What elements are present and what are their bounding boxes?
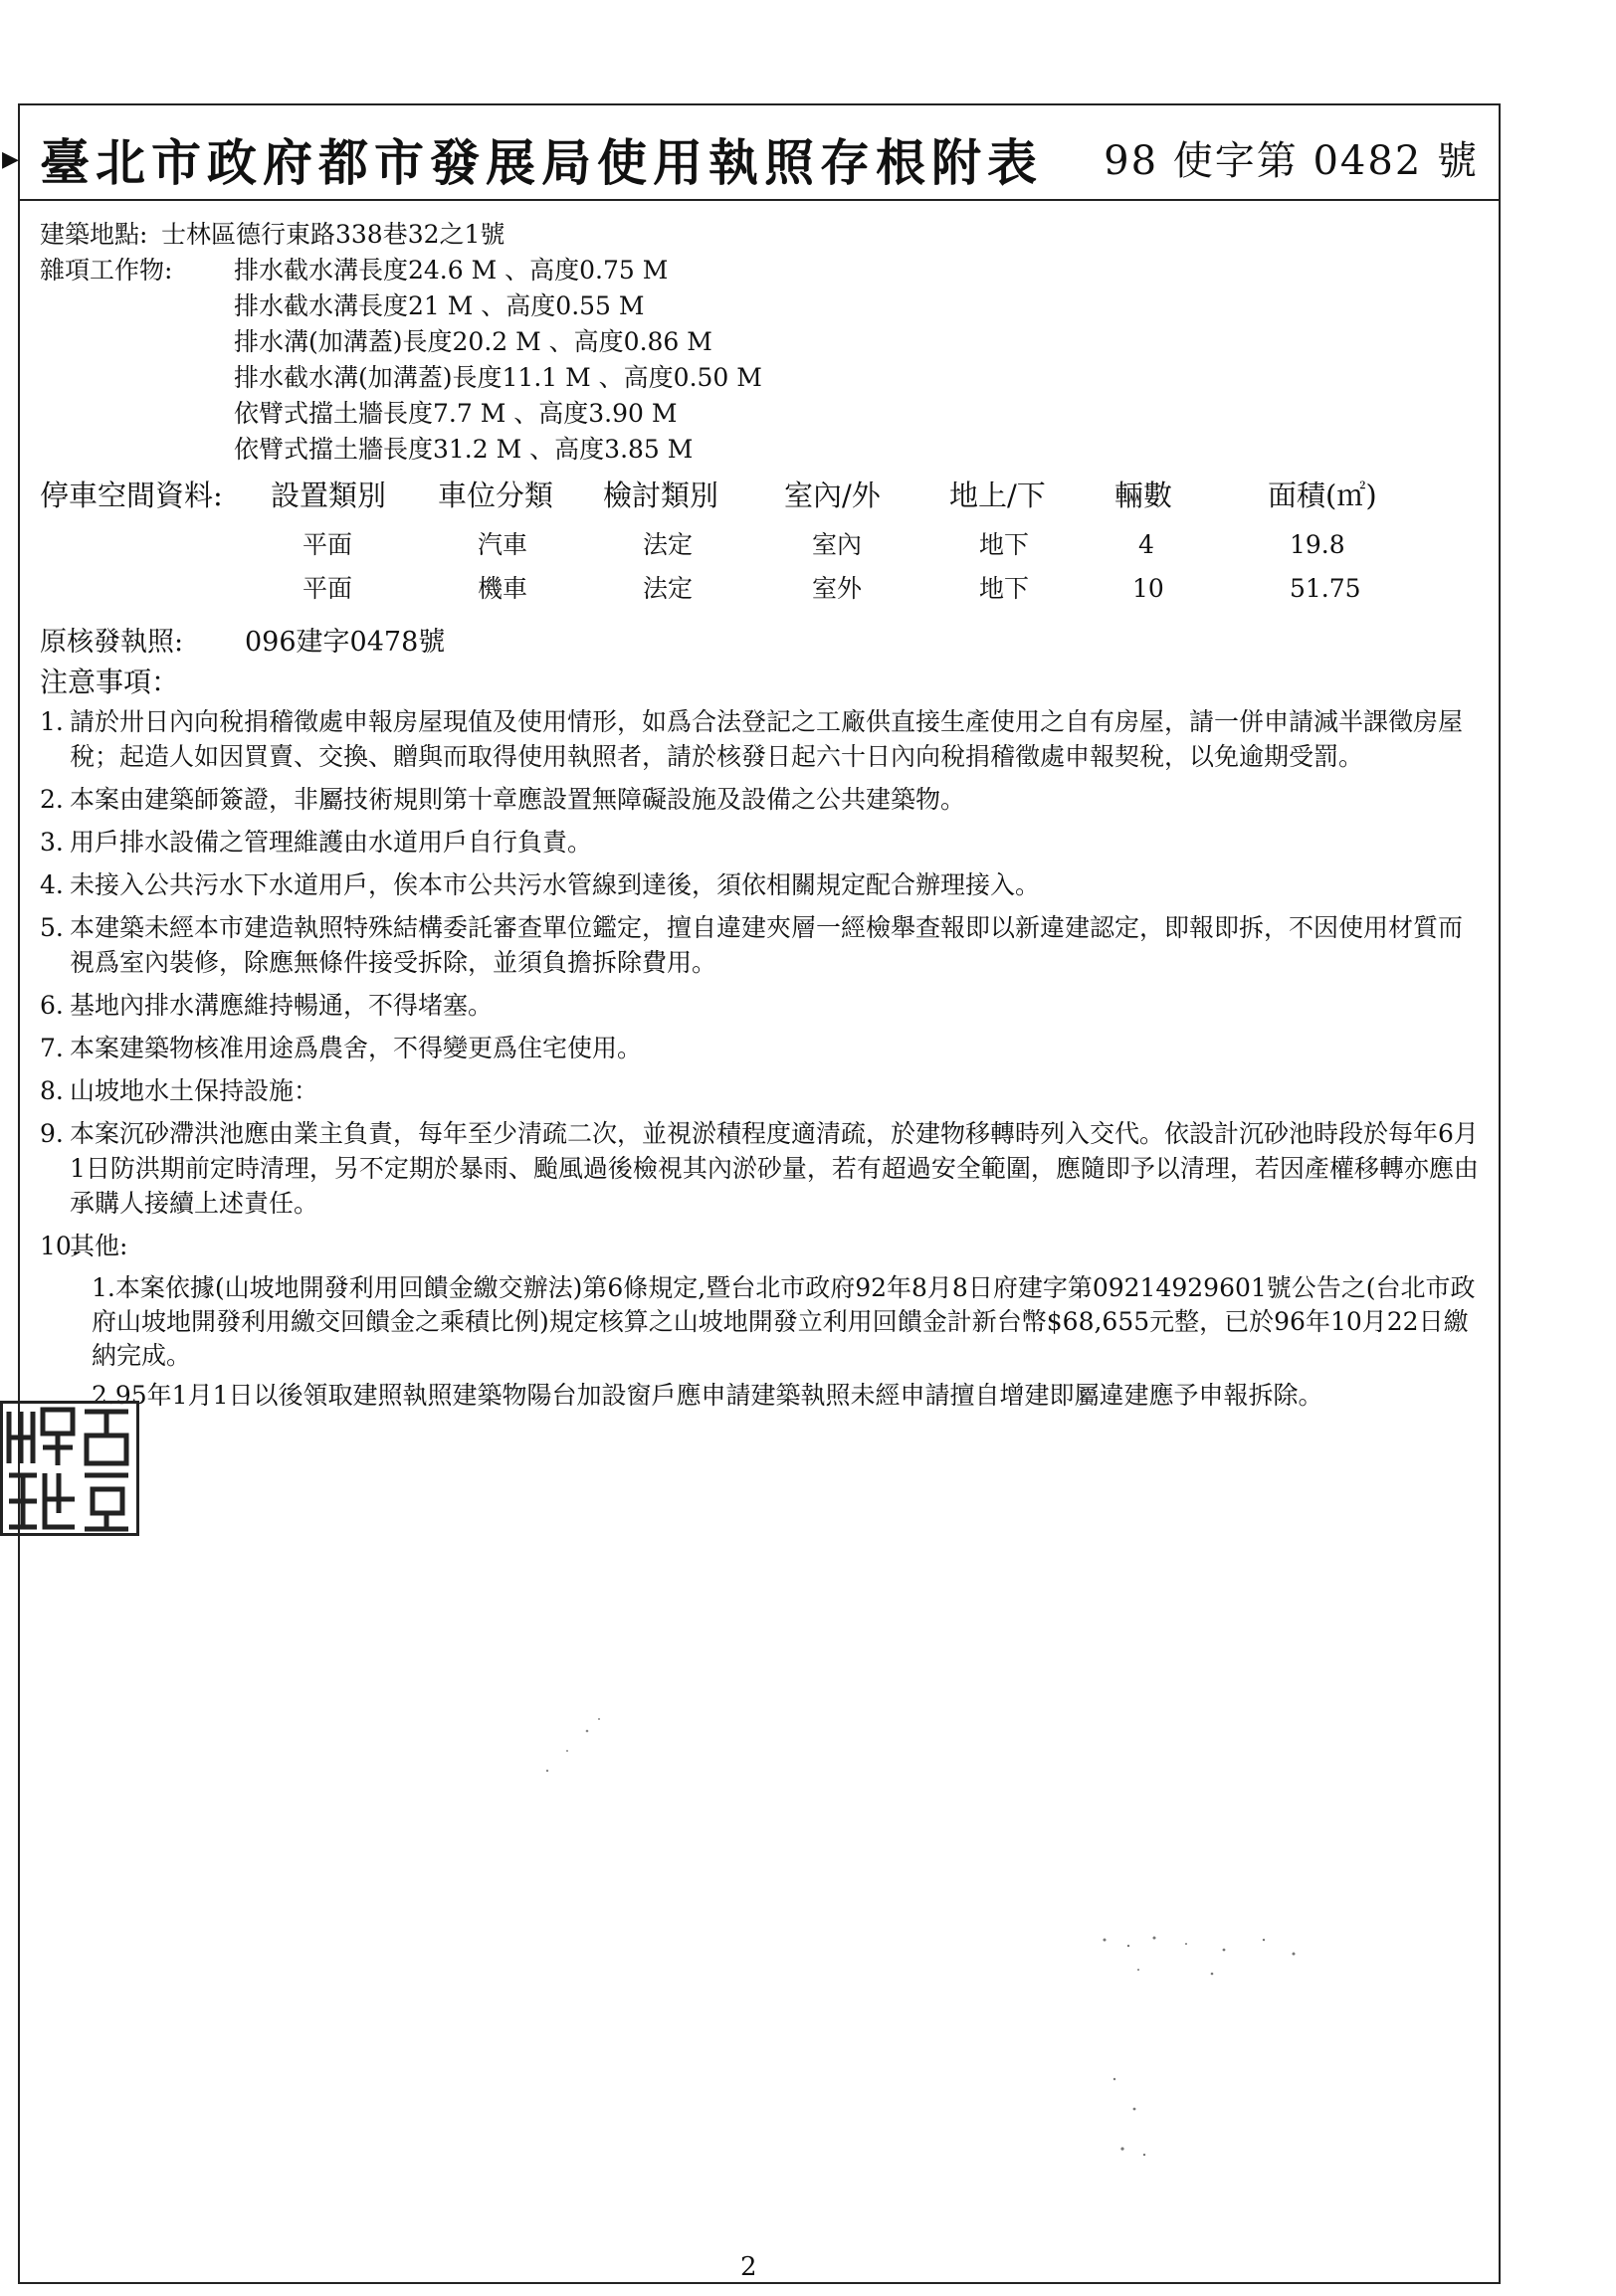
original-permit-row bbox=[40, 625, 1493, 665]
note-number: 8. bbox=[40, 1076, 64, 1105]
note-text: 山坡地水土保持設施： bbox=[70, 1076, 319, 1105]
note-number: 2. bbox=[40, 785, 64, 814]
note-text: 未接入公共污水下水道用戶，俟本市公共污水管線到達後，須依相關規定配合辦理接入。 bbox=[70, 870, 1041, 899]
note-sub-item: 2.95年1月1日以後領取建照執照建築物陽台加設窗戶應申請建築執照未經申請擅自增建即屬違建應予申報拆除。 bbox=[92, 1381, 1323, 1410]
parking-col-header: 檢討類別 bbox=[603, 478, 719, 512]
seal-graphic bbox=[3, 1404, 136, 1533]
parking-cell: 室外 bbox=[812, 574, 863, 603]
parking-table-row bbox=[40, 523, 1493, 567]
document-body bbox=[40, 217, 1493, 1419]
note-number: 6. bbox=[40, 991, 64, 1020]
document-title: 臺北市政府都市發展局使用執照存根附表 bbox=[40, 133, 1043, 192]
parking-cell: 室內 bbox=[812, 530, 863, 559]
misc-work-item: 依臂式擋土牆長度31.2 M 、高度3.85 M bbox=[234, 435, 694, 464]
scan-noise-speckles bbox=[537, 1711, 617, 1791]
parking-cell: 地下 bbox=[979, 574, 1030, 603]
parking-cell: 汽車 bbox=[478, 530, 528, 559]
note-item bbox=[40, 1031, 1483, 1065]
note-number: 3. bbox=[40, 828, 64, 857]
notes-title: 注意事項： bbox=[40, 666, 180, 698]
note-text: 基地內排水溝應維持暢通，不得堵塞。 bbox=[70, 991, 494, 1020]
note-item bbox=[40, 1229, 1483, 1263]
note-text: 用戶排水設備之管理維護由水道用戶自行負責。 bbox=[70, 828, 593, 857]
parking-cell: 法定 bbox=[643, 530, 694, 559]
note-text: 本案建築物核准用途爲農舍，不得變更爲住宅使用。 bbox=[70, 1034, 643, 1062]
note-item bbox=[40, 867, 1483, 902]
note-item bbox=[40, 988, 1483, 1023]
parking-col-header: 輛數 bbox=[1114, 478, 1173, 512]
official-seal-stamp bbox=[0, 1401, 139, 1536]
parking-col-header: 室內/外 bbox=[784, 478, 881, 512]
note-text: 其他: bbox=[70, 1232, 128, 1260]
note-item bbox=[40, 1116, 1483, 1221]
parking-col-header: 車位分類 bbox=[438, 478, 554, 512]
note-item bbox=[40, 704, 1483, 774]
misc-works-row bbox=[40, 253, 1493, 288]
original-permit-value: 096建字0478號 bbox=[245, 627, 446, 658]
note-item bbox=[40, 1073, 1483, 1108]
note-item bbox=[40, 825, 1483, 860]
misc-work-item: 依臂式擋土牆長度7.7 M 、高度3.90 M bbox=[234, 399, 678, 428]
parking-cell: 51.75 bbox=[1290, 574, 1361, 603]
parking-cell: 19.8 bbox=[1290, 530, 1345, 559]
parking-cell: 地下 bbox=[979, 530, 1030, 559]
note-text: 本建築未經本市建造執照特殊結構委託審查單位鑑定，擅自違建夾層一經檢舉查報即以新違建認定，即報即拆，不因使用材質而視爲室內裝修，除應無條件接受拆除，並須負擔拆除費用。 bbox=[70, 913, 1464, 977]
parking-col-header: 面積(㎡) bbox=[1268, 478, 1377, 512]
misc-work-item: 排水截水溝長度24.6 M 、高度0.75 M bbox=[234, 256, 669, 285]
note-number: 10. bbox=[40, 1232, 80, 1260]
note-text: 請於卅日內向稅捐稽徵處申報房屋現值及使用情形，如爲合法登記之工廠供直接生產使用之自有房屋，請一併申請減半課徵房屋稅；起造人如因買賣、交換、贈與而取得使用執照者，請於核發日起六十日內向稅捐稽徵處申報契稅，以免逾期受罰。 bbox=[70, 707, 1464, 771]
margin-arrow-mark: ▶ bbox=[2, 147, 19, 172]
building-site-value: 士林區德行東路338巷32之1號 bbox=[161, 220, 505, 249]
parking-cell: 法定 bbox=[643, 574, 694, 603]
parking-table-row bbox=[40, 567, 1493, 611]
note-number: 4. bbox=[40, 870, 64, 899]
misc-work-item: 排水截水溝(加溝蓋)長度11.1 M 、高度0.50 M bbox=[234, 363, 762, 392]
note-sub-item: 1.本案依據(山坡地開發利用回饋金繳交辦法)第6條規定,暨台北市政府92年8月8日府建字第09214929601號公告之(台北市政府山坡地開發利用繳交回饋金之乘積比例)規定核算之山坡地開發立利用回饋金計新台幣$68,655元整，已於96年10月22日繳納完成。 bbox=[92, 1273, 1476, 1370]
parking-cell: 10 bbox=[1132, 574, 1164, 603]
parking-cell: 平面 bbox=[303, 530, 353, 559]
scan-noise-speckles bbox=[1095, 1930, 1353, 2189]
misc-work-item: 排水溝(加溝蓋)長度20.2 M 、高度0.86 M bbox=[234, 327, 712, 356]
misc-works-label: 雜項工作物: bbox=[40, 256, 173, 285]
note-number: 1. bbox=[40, 707, 64, 736]
parking-cell: 4 bbox=[1138, 530, 1154, 559]
permit-number: 98 使字第 0482 號 bbox=[1104, 138, 1479, 184]
parking-header-row bbox=[40, 474, 1493, 523]
document-header bbox=[18, 103, 1501, 201]
original-permit-label: 原核發執照: bbox=[40, 627, 184, 658]
building-site-label: 建築地點: bbox=[40, 220, 148, 249]
parking-label: 停車空間資料: bbox=[40, 478, 223, 512]
parking-col-header: 設置類別 bbox=[271, 478, 387, 512]
note-item bbox=[40, 782, 1483, 817]
parking-cell: 平面 bbox=[303, 574, 353, 603]
misc-work-item: 排水截水溝長度21 M 、高度0.55 M bbox=[234, 291, 645, 320]
parking-col-header: 地上/下 bbox=[949, 478, 1046, 512]
note-text: 本案由建築師簽證，非屬技術規則第十章應設置無障礙設施及設備之公共建築物。 bbox=[70, 785, 966, 814]
note-number: 7. bbox=[40, 1034, 64, 1062]
note-number: 5. bbox=[40, 913, 64, 942]
note-text: 本案沉砂滯洪池應由業主負責，每年至少清疏二次，並視淤積程度適清疏，於建物移轉時列入交代。依設計沉砂池時段於每年6月1日防洪期前定時清理，另不定期於暴雨、颱風過後檢視其內淤砂量，若有超過安全範圍，應隨即予以清理，若因產權移轉亦應由承購人接續上述責任。 bbox=[70, 1119, 1479, 1218]
note-item bbox=[40, 910, 1483, 980]
parking-cell: 機車 bbox=[478, 574, 528, 603]
building-site-row bbox=[40, 217, 1493, 253]
note-number: 9. bbox=[40, 1119, 64, 1148]
page-number: 2 bbox=[740, 2252, 757, 2282]
